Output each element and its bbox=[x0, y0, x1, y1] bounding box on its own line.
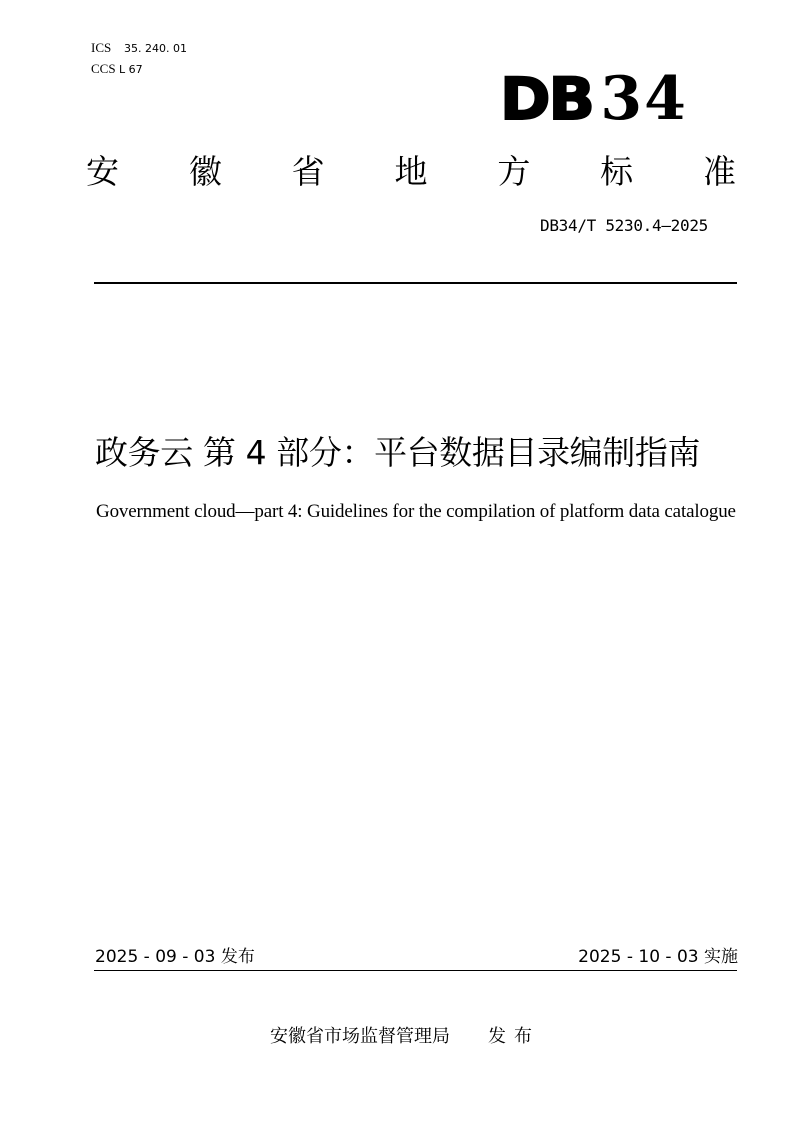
standard-code: DB34/T 5230.4—2025 bbox=[540, 216, 708, 235]
ics-label: ICS bbox=[91, 40, 112, 55]
top-divider bbox=[94, 282, 737, 284]
ccs-row bbox=[91, 59, 187, 80]
title-english: Government cloud—part 4: Guidelines for the compilation of platform data catalogue bbox=[96, 501, 736, 522]
ics-row bbox=[91, 38, 187, 59]
db34-logo bbox=[500, 64, 688, 134]
ccs-value: L 67 bbox=[119, 63, 143, 76]
issuer-line bbox=[270, 1026, 540, 1048]
publish-date: 2025 - 09 - 03 发布 bbox=[95, 947, 255, 967]
implement-date: 2025 - 10 - 03 实施 bbox=[578, 947, 738, 967]
standard-type-char: 安 bbox=[86, 152, 119, 191]
standard-type-char: 地 bbox=[394, 152, 428, 191]
standard-type-char: 徽 bbox=[188, 152, 222, 191]
standard-type-char: 方 bbox=[497, 152, 531, 191]
bottom-divider bbox=[94, 970, 737, 971]
logo-prefix: DB bbox=[500, 65, 593, 133]
ccs-label: CCS bbox=[91, 61, 116, 76]
ics-value: 35. 240. 01 bbox=[124, 42, 187, 55]
standard-type-char: 省 bbox=[291, 152, 325, 191]
title-chinese: 政务云 第 4 部分：平台数据目录编制指南 bbox=[95, 433, 701, 472]
logo-number: 34 bbox=[600, 64, 688, 134]
issuer-name: 安徽省市场监督管理局 bbox=[270, 1026, 450, 1047]
standard-type-char: 标 bbox=[600, 152, 634, 191]
issuer-action: 发布 bbox=[488, 1026, 540, 1047]
standard-type-char: 准 bbox=[702, 152, 736, 191]
classification-block bbox=[91, 38, 187, 80]
standard-type-heading bbox=[86, 150, 736, 194]
